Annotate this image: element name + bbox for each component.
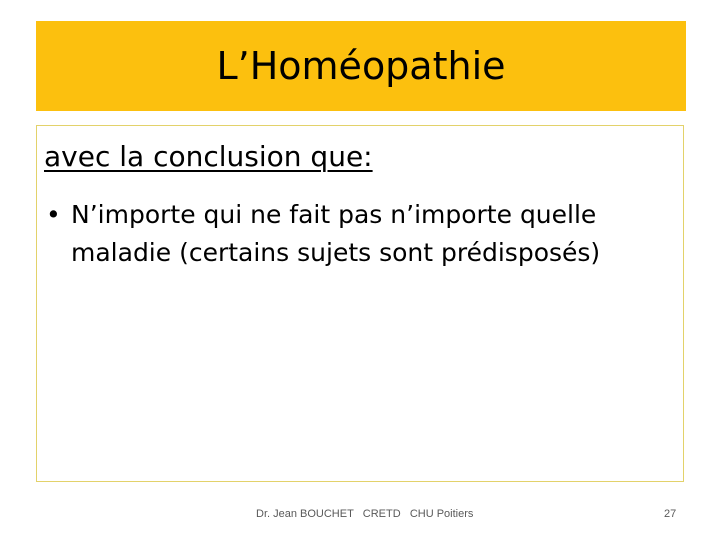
slide-title: L’Homéopathie (216, 44, 506, 88)
content-panel (36, 125, 684, 482)
bullet-list (44, 196, 664, 272)
page-number: 27 (664, 508, 677, 520)
subheading: avec la conclusion que: (44, 140, 373, 173)
bullet-text: N’importe qui ne fait pas n’importe quelle maladie (certains sujets sont prédisposés) (71, 200, 601, 267)
title-banner (36, 21, 686, 111)
list-item (44, 196, 664, 272)
footer-author: Dr. Jean BOUCHET CRETD CHU Poitiers (256, 508, 474, 520)
bullet-icon: • (46, 200, 61, 229)
